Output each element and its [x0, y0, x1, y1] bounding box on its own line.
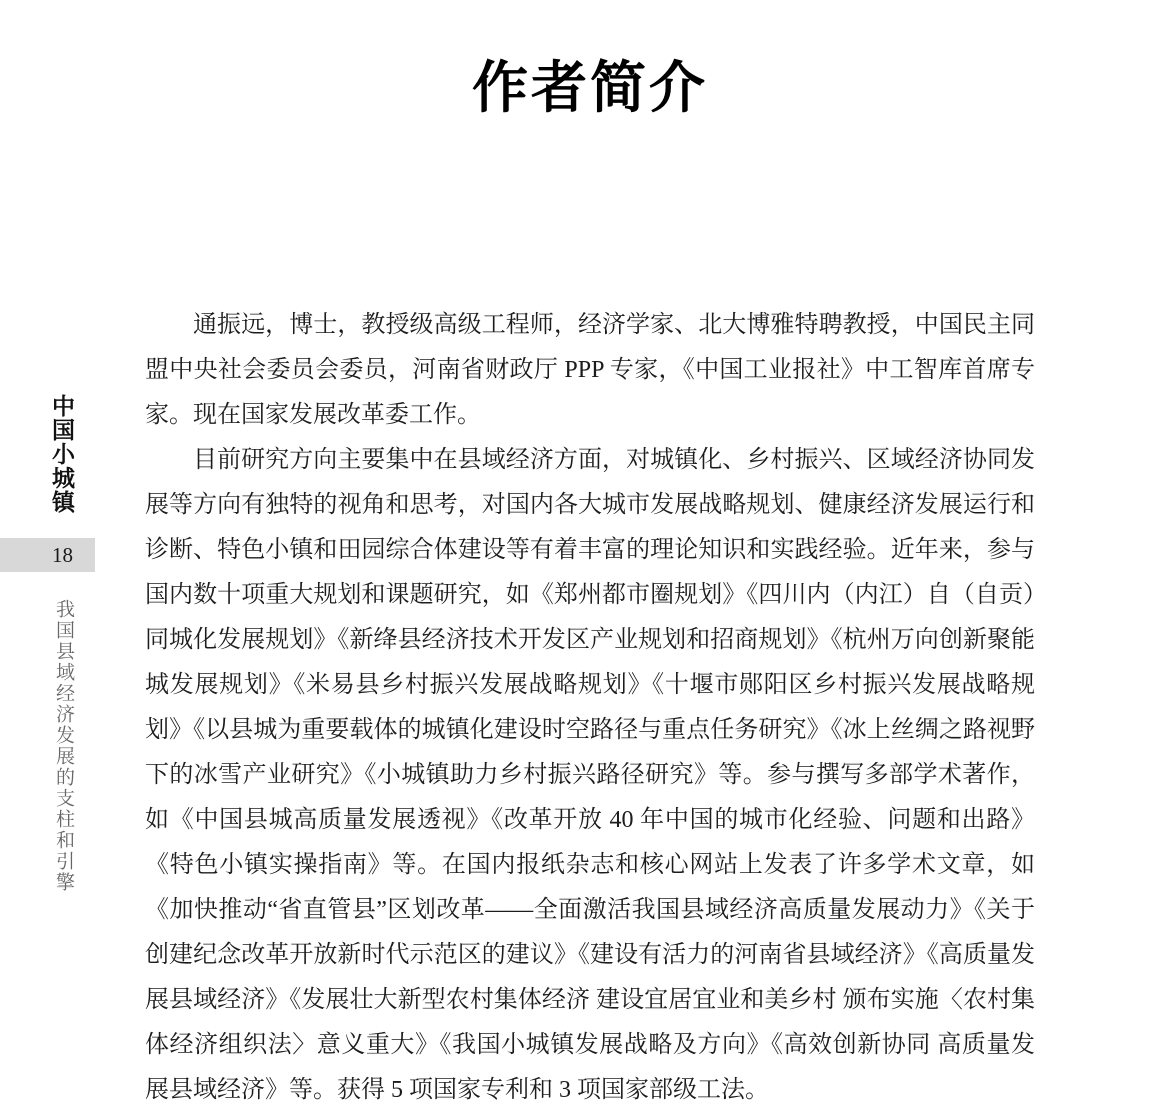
author-bio — [145, 303, 1035, 1113]
spine-book-title: 中国小城镇 — [49, 394, 74, 514]
page-number: 18 — [52, 543, 73, 567]
bio-paragraph-research: 目前研究方向主要集中在县域经济方面，对城镇化、乡村振兴、区域经济协同发展等方向有独特的视角和思考，对国内各大城市发展战略规划、健康经济发展运行和诊断、特色小镇和田园综合体建设等有着丰富的理论知识和实践经验。近年来，参与国内数十项重大规划和课题研究，如《郑州都市圈规划》《四川内（内江）自（自贡）同城化发展规划》《新绛县经济技术开发区产业规划和招商规划》《杭州万向创新聚能城发展规划》《米易县乡村振兴发展战略规划》《十堰市郧阳区乡村振兴发展战略规划》《以县城为重要载体的城镇化建设时空路径与重点任务研究》《冰上丝绸之路视野下的冰雪产业研究》《小城镇助力乡村振兴路径研究》等。参与撰写多部学术著作，如《中国县城高质量发展透视》《改革开放 40 年中国的城市化经验、问题和出路》《特色小镇实操指南》等。在国内报纸杂志和核心网站上发表了许多学术文章，如《加快推动“省直管县”区划改革——全面激活我国县域经济高质量发展动力》《关于创建纪念改革开放新时代示范区的建议》《建设有活力的河南省县域经济》《高质量发展县域经济》《发展壮大新型农村集体经济 建设宜居宜业和美乡村 颁布实施〈农村集体经济组织法〉意义重大》《我国小城镇发展战略及方向》《高效创新协同 高质量发展县域经济》等。获得 5 项国家专利和 3 项国家部级工法。 — [145, 447, 1035, 1103]
page-number-band — [0, 538, 95, 572]
page-title: 作者简介 — [472, 56, 708, 119]
spine-subtitle: 我国县域经济发展的支柱和引擎 — [53, 599, 74, 893]
bio-paragraph-intro: 通振远，博士，教授级高级工程师，经济学家、北大博雅特聘教授，中国民主同盟中央社会委员会委员，河南省财政厅 PPP 专家，《中国工业报社》中工智库首席专家。现在国家发展改革委工作。 — [145, 312, 1035, 428]
